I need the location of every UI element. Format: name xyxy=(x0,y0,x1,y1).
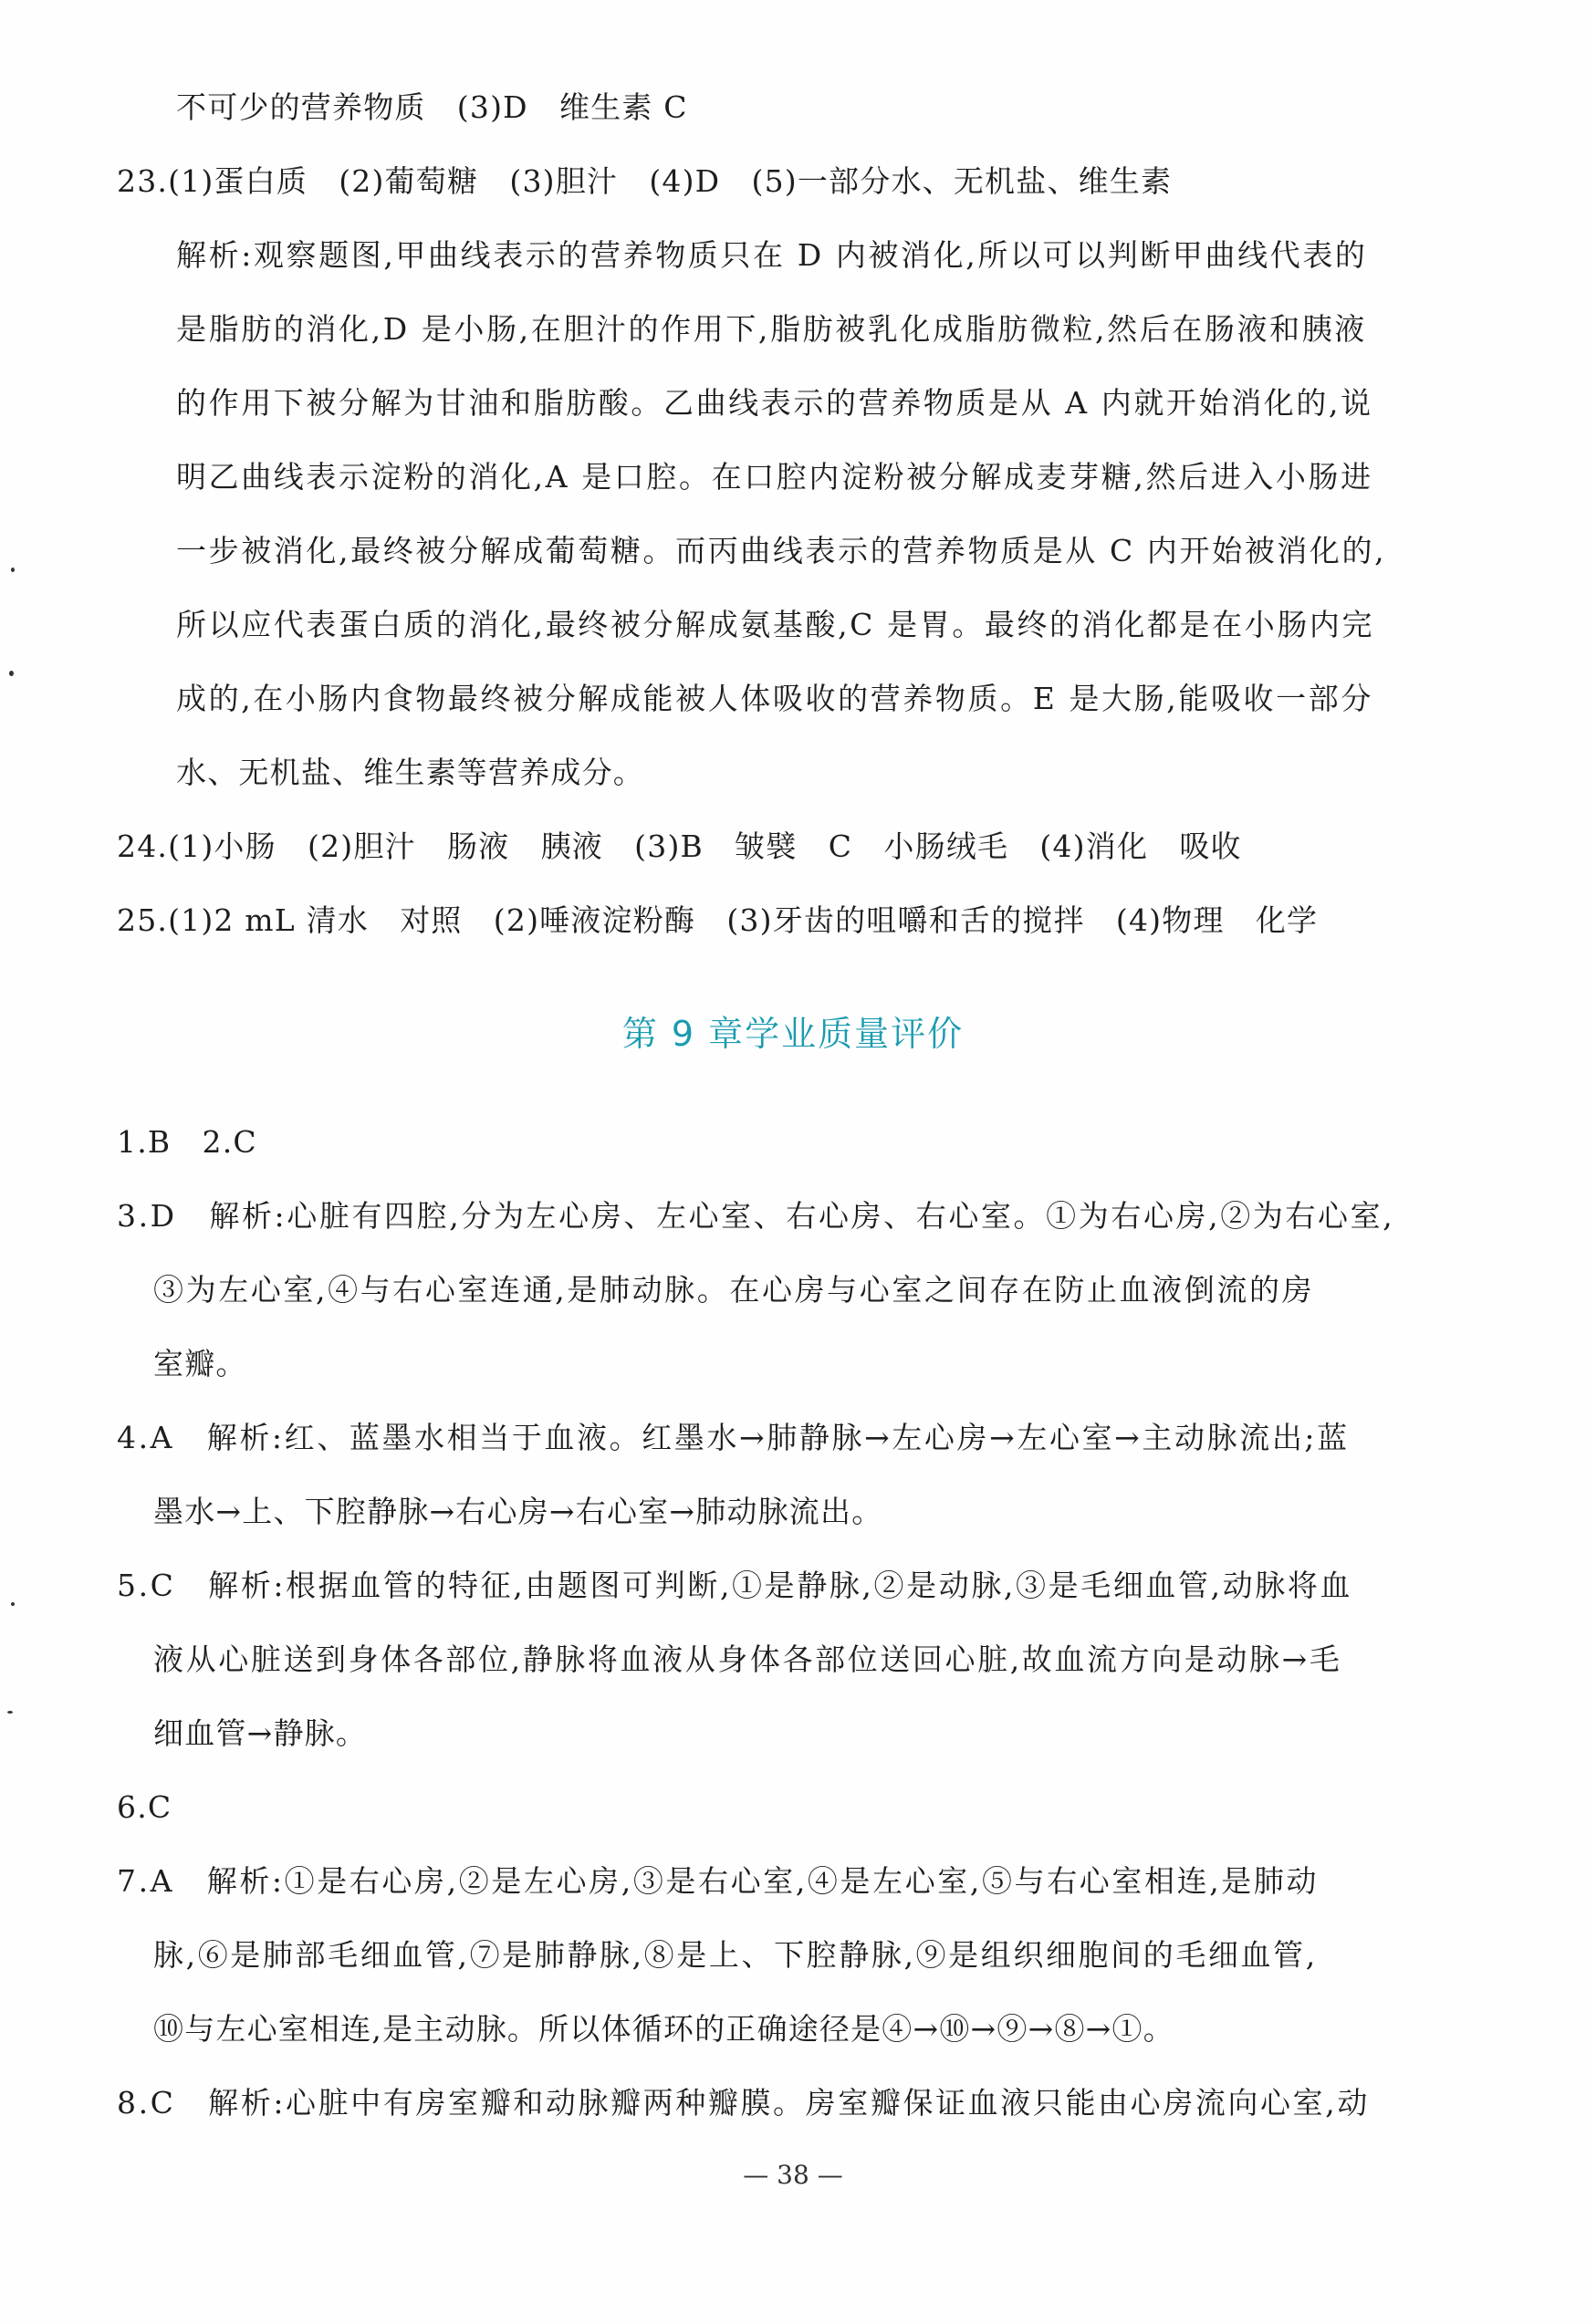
analysis-line: 脉,⑥是肺部毛细血管,⑦是肺静脉,⑧是上、下腔静脉,⑨是组织细胞间的毛细血管, xyxy=(153,1937,1318,1973)
answer-4: 4.A 解析:红、蓝墨水相当于血液。红墨水→肺静脉→左心房→左心室→主动脉流出;蓝 xyxy=(117,1420,1350,1455)
page-number: — 38 — xyxy=(743,2160,843,2190)
analysis-line: 细血管→静脉。 xyxy=(153,1715,368,1751)
analysis-line: 是脂肪的消化,D 是小肠,在胆汁的作用下,脂肪被乳化成脂肪微粒,然后在肠液和胰液 xyxy=(176,311,1367,347)
answer-7: 7.A 解析:①是右心房,②是左心房,③是右心室,④是左心室,⑤与右心室相连,是肺动 xyxy=(117,1863,1320,1899)
answer-25: 25.(1)2 mL 清水 对照 (2)唾液淀粉酶 (3)牙齿的咀嚼和舌的搅拌 (4)物理 化学 xyxy=(117,902,1319,938)
analysis-line: ⑩与左心室相连,是主动脉。所以体循环的正确途径是④→⑩→⑨→⑧→①。 xyxy=(153,2011,1174,2047)
scan-speck xyxy=(7,1711,13,1714)
answer-line: 不可少的营养物质 (3)D 维生素 C xyxy=(176,89,688,125)
scan-speck xyxy=(11,1602,15,1606)
analysis-line: 的作用下被分解为甘油和脂肪酸。乙曲线表示的营养物质是从 A 内就开始消化的,说 xyxy=(176,385,1373,421)
analysis-line: 墨水→上、下腔静脉→右心房→右心室→肺动脉流出。 xyxy=(153,1494,883,1529)
scan-speck xyxy=(11,568,15,572)
analysis-line: 明乙曲线表示淀粉的消化,A 是口腔。在口腔内淀粉被分解成麦芽糖,然后进入小肠进 xyxy=(176,459,1373,495)
analysis-line: ③为左心室,④与右心室连通,是肺动脉。在心房与心室之间存在防止血液倒流的房 xyxy=(153,1272,1315,1308)
answer-1-2: 1.B 2.C xyxy=(117,1124,257,1160)
chapter-title: 第 9 章学业质量评价 xyxy=(621,1014,965,1054)
analysis-line: 所以应代表蛋白质的消化,最终被分解成氨基酸,C 是胃。最终的消化都是在小肠内完 xyxy=(176,607,1375,642)
analysis-line: 成的,在小肠内食物最终被分解成能被人体吸收的营养物质。E 是大肠,能吸收一部分 xyxy=(176,681,1373,716)
analysis-line: 解析:观察题图,甲曲线表示的营养物质只在 D 内被消化,所以可以判断甲曲线代表的 xyxy=(176,237,1368,273)
answer-8: 8.C 解析:心脏中有房室瓣和动脉瓣两种瓣膜。房室瓣保证血液只能由心房流向心室,动 xyxy=(117,2085,1370,2121)
answer-6: 6.C xyxy=(117,1789,172,1825)
answer-23: 23.(1)蛋白质 (2)葡萄糖 (3)胆汁 (4)D (5)一部分水、无机盐、维生素 xyxy=(117,163,1173,199)
analysis-line: 室瓣。 xyxy=(153,1346,247,1381)
scan-speck xyxy=(9,671,14,676)
answer-3: 3.D 解析:心脏有四腔,分为左心房、左心室、右心房、右心室。①为右心房,②为右心室, xyxy=(117,1198,1395,1234)
answer-24: 24.(1)小肠 (2)胆汁 肠液 胰液 (3)B 皱襞 C 小肠绒毛 (4)消化 吸收 xyxy=(117,829,1242,864)
analysis-line: 一步被消化,最终被分解成葡萄糖。而丙曲线表示的营养物质是从 C 内开始被消化的, xyxy=(176,533,1387,568)
analysis-line: 水、无机盐、维生素等营养成分。 xyxy=(176,755,644,790)
analysis-line: 液从心脏送到身体各部位,静脉将血液从身体各部位送回心脏,故血流方向是动脉→毛 xyxy=(153,1641,1342,1677)
answer-5: 5.C 解析:根据血管的特征,由题图可判断,①是静脉,②是动脉,③是毛细血管,动脉将血 xyxy=(117,1568,1353,1603)
